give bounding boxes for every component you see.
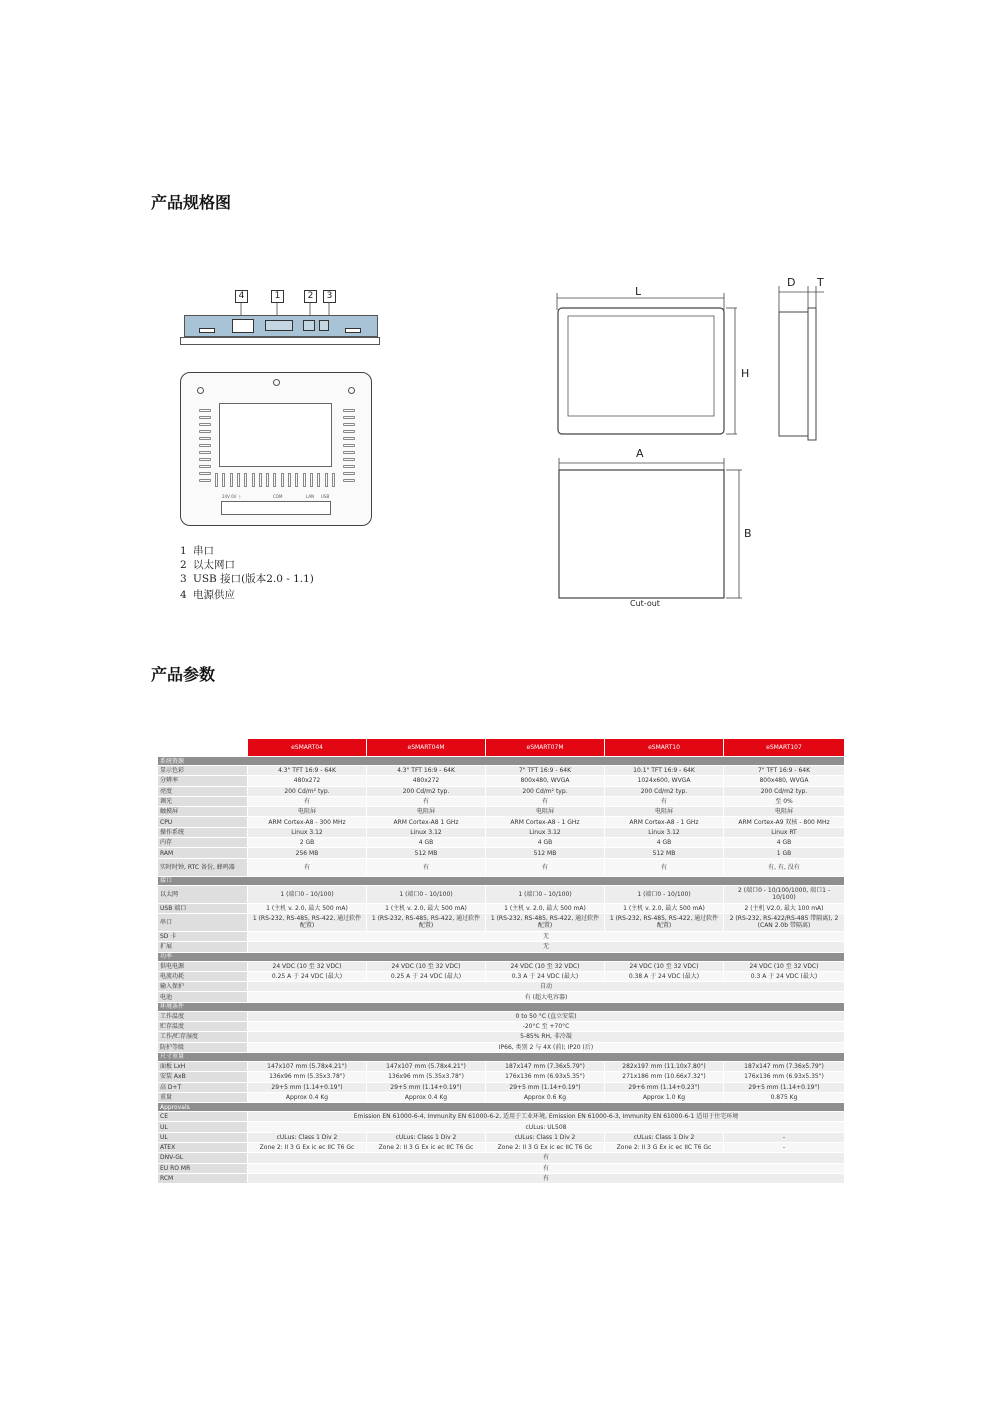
table-row [158,982,845,992]
usb-label: USB [321,494,330,499]
cell-value: 256 MB [248,848,367,858]
cell-value: 0.3 A 于 24 VDC (最大) [486,971,605,981]
vent-slot [343,444,355,447]
cell-value: Approx 0.4 Kg [367,1092,486,1102]
back-panel [180,372,372,526]
table-row [158,1132,845,1142]
row-value: 无 [248,931,845,941]
cell-value: 1 (RS-232, RS-485, RS-422, 通过软件配置) [367,913,486,931]
cell-value: 有 [367,858,486,876]
row-label: 输入保护 [158,982,248,992]
cell-value: 200 Cd/m2 typ. [367,786,486,796]
table-header-row [158,739,845,757]
row-value: IP66, 类别 2 与 4X (前); IP20 (后) [248,1042,845,1052]
cell-value: 136x96 mm (5.35x3.78") [367,1072,486,1082]
row-label: USB 端口 [158,903,248,913]
row-label: 亮度 [158,786,248,796]
table-row [158,913,845,931]
row-label: CPU [158,817,248,827]
row-label: 触摸屏 [158,807,248,817]
row-value: 有 (超大电容器) [248,992,845,1002]
vent-slot [273,473,276,487]
cell-value: 282x197 mm (11.10x7.80") [605,1061,724,1071]
table-row [158,1163,845,1173]
lan-label: LAN [306,494,315,499]
vent-slot [343,479,355,482]
cell-value: 4 GB [486,838,605,848]
table-row [158,817,845,827]
cell-value: 480x272 [367,776,486,786]
callout-1: 1 [271,290,284,303]
legend-item [180,572,314,586]
clip-right [345,328,361,333]
cell-value: 1 (主机 v. 2.0, 最大 500 mA) [605,903,724,913]
vent-slot [288,473,291,487]
dim-H: H [741,367,750,380]
connector-footprint [221,501,331,515]
cell-value: 136x96 mm (5.35x3.78") [248,1072,367,1082]
cell-value: 200 Cd/m2 typ. [724,786,845,796]
cutout-label: Cut-out [630,599,660,608]
cell-value: 200 Cd/m² typ. [248,786,367,796]
params-heading: 产品参数 [151,665,216,684]
row-label: SD 卡 [158,931,248,941]
vent-slot [199,437,211,440]
vent-slot [343,409,355,412]
cell-value: 有 [605,858,724,876]
cell-value: 0.25 A 于 24 VDC (最大) [367,971,486,981]
table-row [158,1042,845,1052]
cell-value: 2 GB [248,838,367,848]
vent-slot [199,423,211,426]
model-header: eSMART04M [367,739,486,757]
clip-left [199,328,215,333]
table-row [158,992,845,1002]
dim-B: B [744,527,752,540]
row-label: 调光 [158,796,248,806]
callout-4: 4 [235,290,248,303]
callout-2: 2 [304,290,317,303]
row-label: 贮存温度 [158,1022,248,1032]
table-row [158,1011,845,1021]
cell-value: 0.3 A 于 24 VDC (最大) [724,971,845,981]
cell-value: 1 (RS-232, RS-485, RS-422, 通过软件配置) [605,913,724,931]
table-row [158,1122,845,1132]
legend-num: 3 [180,573,187,585]
cell-value: 有 [486,796,605,806]
table-row [158,827,845,837]
cell-value: 187x147 mm (7.36x5.79") [724,1061,845,1071]
cell-value: Zone 2: II 3 G Ex ic ec IIC T6 Gc [248,1143,367,1153]
row-label: DNV-GL [158,1153,248,1163]
cell-value: 2 (主机 V2.0, 最大 100 mA) [724,903,845,913]
cell-value: Approx 0.4 Kg [248,1092,367,1102]
row-label: 工作/贮存湿度 [158,1032,248,1042]
table-row [158,942,845,952]
vent-slot [343,465,355,468]
cell-value: Linux 3.12 [605,827,724,837]
row-label: UL [158,1132,248,1142]
cell-value: 10.1" TFT 16:9 - 64K [605,766,724,776]
section-row [158,1002,845,1011]
row-value: 有 [248,1153,845,1163]
vent-slot [310,473,313,487]
cell-value: 1 (RS-232, RS-485, RS-422, 通过软件配置) [486,913,605,931]
cell-value: 7" TFT 16:9 - 64K [724,766,845,776]
table-row [158,885,845,903]
cell-value: 480x272 [248,776,367,786]
power-label: 24V 0V ⏚ [222,494,242,499]
cell-value: cULus: Class 1 Div 2 [248,1132,367,1142]
vent-slot [215,473,218,487]
vent-slot [343,451,355,454]
cell-value: Zone 2: II 3 G Ex ic ec IIC T6 Gc [486,1143,605,1153]
cell-value: Linux 3.12 [486,827,605,837]
section-row [158,1103,845,1112]
cell-value: 24 VDC (10 至 32 VDC) [486,961,605,971]
vent-slot [303,473,306,487]
cell-value: 0.875 Kg [724,1092,845,1102]
row-value: 自动 [248,982,845,992]
row-value: 有 [248,1173,845,1183]
table-row [158,1022,845,1032]
cell-value: 800x480, WVGA [724,776,845,786]
cell-value: Approx 0.6 Kg [486,1092,605,1102]
section-row [158,952,845,961]
cell-value: 147x107 mm (5.78x4.21") [367,1061,486,1071]
port-strip [184,315,378,337]
table-row [158,1032,845,1042]
cell-value: 1 (端口0 - 10/100) [367,885,486,903]
cell-value: 4 GB [367,838,486,848]
table-row [158,1112,845,1122]
dimension-lines [540,270,840,620]
table-row [158,1061,845,1071]
vent-slot [343,430,355,433]
spec-table [157,738,845,1184]
cell-value: ARM Cortex-A8 - 300 MHz [248,817,367,827]
row-label: RCM [158,1173,248,1183]
row-value: 5-85% RH, 非冷凝 [248,1032,845,1042]
table-row [158,903,845,913]
table-row [158,1082,845,1092]
dim-A: A [636,447,644,460]
cell-value: 电阻屏 [724,807,845,817]
row-label: 显示色彩 [158,766,248,776]
model-header: eSMART10 [605,739,724,757]
cell-value: 271x186 mm (10.66x7.32") [605,1072,724,1082]
vent-slot [343,423,355,426]
row-label: EU RO MR [158,1163,248,1173]
table-row [158,858,845,876]
cell-value: 1 (端口0 - 10/100) [605,885,724,903]
row-value: Emission EN 61000-6-4, Immunity EN 61000-6-2, 适用于工业环境, Emission EN 61000-6-3, Immunity EN 61000-6-1 适用于住宅环境 [248,1112,845,1122]
vent-slot [230,473,233,487]
legend-text: USB 接口(版本2.0 - 1.1) [193,573,314,585]
cell-value: 4.3" TFT 16:9 - 64K [248,766,367,776]
row-label: 高 D+T [158,1082,248,1092]
cell-value: 1 (主机 v. 2.0, 最大 500 mA) [248,903,367,913]
diagram-heading: 产品规格图 [151,193,232,212]
bezel-edge [180,337,380,345]
row-value: 无 [248,942,845,952]
table-row [158,931,845,941]
cell-value: Linux 3.12 [248,827,367,837]
section-title: Approvals [158,1103,845,1112]
model-header: eSMART04 [248,739,367,757]
cell-value: 有 [486,858,605,876]
cell-value: 176x136 mm (6.93x5.35") [486,1072,605,1082]
cell-value: - [724,1143,845,1153]
table-row [158,838,845,848]
table-body [158,757,845,1184]
model-header: eSMART107 [724,739,845,757]
cell-value: 有 [605,796,724,806]
cell-value: 有 [367,796,486,806]
table-row [158,1153,845,1163]
cell-value: 4 GB [605,838,724,848]
cell-value: cULus: Class 1 Div 2 [605,1132,724,1142]
vent-slot [199,472,211,475]
vent-slot [199,479,211,482]
row-label: 电池 [158,992,248,1002]
table-row [158,786,845,796]
cell-value: 电阻屏 [367,807,486,817]
port-layout-drawing [150,280,410,540]
dim-D: D [787,276,796,289]
cell-value: Linux RT [724,827,845,837]
row-value: 有 [248,1163,845,1173]
vent-slot [199,444,211,447]
vent-slot [259,473,262,487]
vent-slot [343,472,355,475]
com-label: COM [273,494,283,499]
row-label: 操作系统 [158,827,248,837]
cell-value: 1 (主机 v. 2.0, 最大 500 mA) [486,903,605,913]
row-label: 扩展 [158,942,248,952]
vent-slot [295,473,298,487]
cell-value: 2 (端口0 - 10/100/1000, 端口1 - 10/100) [724,885,845,903]
vent-slot [317,473,320,487]
com-connector [265,320,293,331]
vent-slot [252,473,255,487]
legend-item [180,588,314,602]
table-row [158,807,845,817]
row-label: 电流功耗 [158,971,248,981]
cell-value: 29+5 mm (1.14+0.19") [367,1082,486,1092]
cell-value: 147x107 mm (5.78x4.21") [248,1061,367,1071]
cell-value: Zone 2: II 3 G Ex ic ec IIC T6 Gc [605,1143,724,1153]
cell-value: 200 Cd/m2 typ. [605,786,724,796]
vent-slot [343,416,355,419]
row-label: 防护等级 [158,1042,248,1052]
vent-slot [343,437,355,440]
cell-value: 0.38 A 于 24 VDC (最大) [605,971,724,981]
row-label: 工作温度 [158,1011,248,1021]
row-label: 重量 [158,1092,248,1102]
vent-slot [199,430,211,433]
section-row [158,757,845,766]
cell-value: 24 VDC (10 至 32 VDC) [724,961,845,971]
legend-text: 以太网口 [193,559,235,571]
usb-connector [319,320,329,331]
cell-value: 176x136 mm (6.93x5.35") [724,1072,845,1082]
row-label: 实时时钟, RTC 备份, 蜂鸣器 [158,858,248,876]
table-row [158,776,845,786]
legend-text: 串口 [193,545,214,557]
cell-value: 1 (端口0 - 10/100) [248,885,367,903]
legend-num: 2 [180,559,187,571]
row-label: UL [158,1122,248,1132]
cell-value: cULus: Class 1 Div 2 [486,1132,605,1142]
vent-slot [199,458,211,461]
legend-item [180,558,314,572]
cell-value: 电阻屏 [605,807,724,817]
cell-value: 有 [248,796,367,806]
section-title: 环境条件 [158,1002,845,1011]
vent-slot [244,473,247,487]
screw-right [348,387,355,394]
screw-top [273,379,280,386]
cell-value: 187x147 mm (7.36x5.79") [486,1061,605,1071]
cell-value: 1 (RS-232, RS-485, RS-422, 通过软件配置) [248,913,367,931]
cell-value: 4 GB [724,838,845,848]
table-row [158,961,845,971]
row-label: ATEX [158,1143,248,1153]
vent-slot [266,473,269,487]
row-label: 分辨率 [158,776,248,786]
cell-value: 29+5 mm (1.14+0.19") [248,1082,367,1092]
table-row [158,1173,845,1183]
table-row [158,1143,845,1153]
cell-value: 29+5 mm (1.14+0.19") [486,1082,605,1092]
table-row [158,1092,845,1102]
cell-value: 7" TFT 16:9 - 64K [486,766,605,776]
model-header: eSMART07M [486,739,605,757]
cell-value: 800x480, WVGA [486,776,605,786]
vent-slot [199,409,211,412]
screw-left [197,387,204,394]
row-label: 供电电源 [158,961,248,971]
cell-value: ARM Cortex-A8 - 1 GHz [605,817,724,827]
legend-item [180,544,314,558]
vent-slot [237,473,240,487]
section-title: 尺寸重量 [158,1052,845,1061]
vent-slot [343,458,355,461]
legend-text: 电源供应 [193,589,235,601]
vent-slot [199,416,211,419]
legend-num: 1 [180,545,187,557]
cell-value: 0.25 A 于 24 VDC (最大) [248,971,367,981]
section-title: 功率 [158,952,845,961]
table-row [158,796,845,806]
section-title: 系统资源 [158,757,845,766]
cell-value: 24 VDC (10 至 32 VDC) [605,961,724,971]
cell-value: 4.3" TFT 16:9 - 64K [367,766,486,776]
cell-value: Zone 2: II 3 G Ex ic ec IIC T6 Gc [367,1143,486,1153]
cell-value: - [724,1132,845,1142]
row-value: 0 to 50 °C (直立安装) [248,1011,845,1021]
section-title: 接口 [158,876,845,885]
row-value: -20°C 至 +70°C [248,1022,845,1032]
row-label: 内存 [158,838,248,848]
cell-value: 电阻屏 [486,807,605,817]
cell-value: Approx 1.0 Kg [605,1092,724,1102]
cell-value: 24 VDC (10 至 32 VDC) [367,961,486,971]
table-row [158,848,845,858]
lan-connector [303,320,315,331]
cell-value: 24 VDC (10 至 32 VDC) [248,961,367,971]
vent-slot [222,473,225,487]
section-row [158,876,845,885]
vent-slot [325,473,328,487]
cell-value: ARM Cortex-A8 1 GHz [367,817,486,827]
vent-slot [199,465,211,468]
cell-value: 512 MB [367,848,486,858]
cell-value: 200 Cd/m² typ. [486,786,605,796]
cell-value: 512 MB [605,848,724,858]
row-label: 面板 LxH [158,1061,248,1071]
header-blank [158,739,248,757]
cell-value: ARM Cortex-A9 双核 - 800 MHz [724,817,845,827]
dim-L: L [635,285,642,298]
callout-3: 3 [323,290,336,303]
cell-value: ARM Cortex-A8 - 1 GHz [486,817,605,827]
cell-value: 512 MB [486,848,605,858]
cell-value: 1 (主机 v. 2.0, 最大 500 mA) [367,903,486,913]
cell-value: 1 GB [724,848,845,858]
dim-T: T [817,276,824,289]
cell-value: 有 [248,858,367,876]
row-label: 串口 [158,913,248,931]
cell-value: cULus: Class 1 Div 2 [367,1132,486,1142]
screen-outline [219,403,332,467]
cell-value: 29+5 mm (1.14+0.19") [724,1082,845,1092]
vent-slot [281,473,284,487]
section-row [158,1052,845,1061]
cell-value: 1 (端口0 - 10/100) [486,885,605,903]
cell-value: 29+6 mm (1.14+0.23") [605,1082,724,1092]
power-connector [232,319,254,333]
dimension-drawing [540,270,840,620]
cell-value: 至 0% [724,796,845,806]
vent-slot [199,451,211,454]
row-value: cULus: UL508 [248,1122,845,1132]
table-row [158,1072,845,1082]
legend-num: 4 [180,589,187,601]
row-label: CE [158,1112,248,1122]
row-label: 安装 AxB [158,1072,248,1082]
row-label: RAM [158,848,248,858]
cell-value: 电阻屏 [248,807,367,817]
cell-value: 2 (RS-232, RS-422/RS-485 带隔离), 2 (CAN 2.0b 带隔离) [724,913,845,931]
table-row [158,971,845,981]
row-label: 以太网 [158,885,248,903]
cell-value: Linux 3.12 [367,827,486,837]
cell-value: 有, 有, 没有 [724,858,845,876]
table-row [158,766,845,776]
port-legend [180,544,314,602]
cell-value: 1024x600, WVGA [605,776,724,786]
vent-slot [332,473,335,487]
